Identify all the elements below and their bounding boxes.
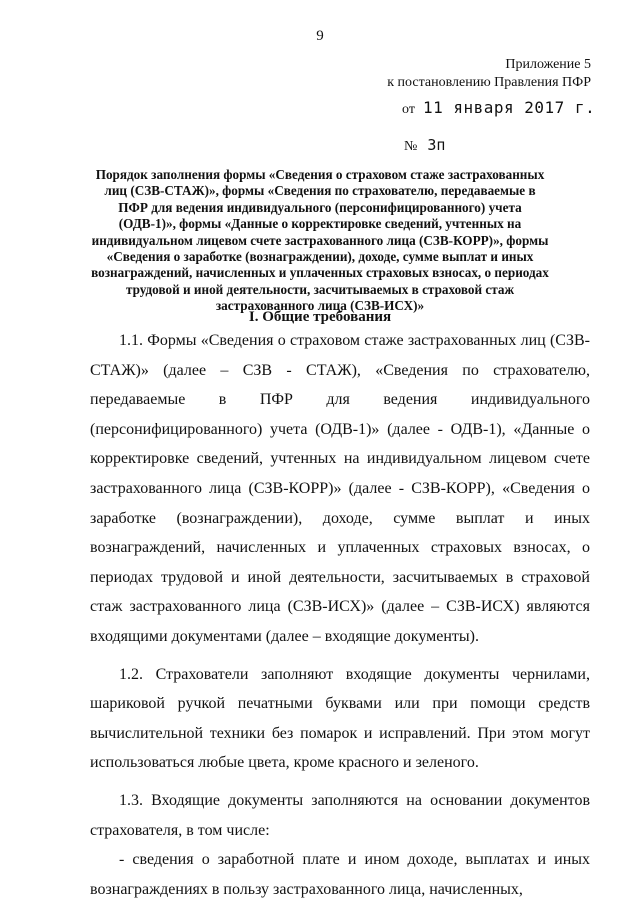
paragraph-1-2: 1.2. Страхователи заполняют входящие документы чернилами, шариковой ручкой печатными буквами или при помощи средств вычислительной техники без помарок и исправлений. При этом могут использоваться любые цвета, кроме красного и зеленого. [90, 665, 590, 772]
number-line [404, 136, 445, 155]
page-number: 9 [316, 28, 324, 44]
appendix-label: Приложение 5 [505, 57, 591, 72]
body-text [90, 326, 590, 904]
date-prefix: от [402, 102, 415, 117]
section-heading: I. Общие требования [248, 309, 392, 325]
paragraph-list-item: - сведения о заработной плате и ином доходе, выплатах и иных вознаграждениях в пользу застрахованного лица, начисленных, [90, 851, 590, 898]
appendix-header [387, 56, 591, 92]
appendix-reference: к постановлению Правления ПФР [387, 75, 591, 90]
document-title: Порядок заполнения формы «Сведения о страховом стаже застрахованных лиц (СЗВ-СТАЖ)», формы «Сведения по страхователю, передаваемые в ПФР для ведения индивидуального (персонифицированного) учета (ОДВ-1)», формы «Данные о корректировке сведений, учтенных на индивидуальном лицевом счете застрахованного лица (СЗВ-КОРР)», формы «Сведения о заработке (вознаграждении), доходе, сумме выплат и иных вознаграждений, начисленных и уплаченных страховых взносах, о периодах трудовой и иной деятельности, засчитываемых в страховой стаж застрахованного лица (СЗВ-ИСХ)» [91, 167, 549, 314]
paragraph-1-3: 1.3. Входящие документы заполняются на основании документов страхователя, в том числе: [90, 791, 590, 839]
number-value: 3п [427, 136, 446, 154]
number-prefix: № [404, 139, 418, 154]
paragraph-1-1: 1.1. Формы «Сведения о страховом стаже застрахованных лиц (СЗВ-СТАЖ)» (далее – СЗВ - СТАЖ), «Сведения по страхователю, передаваемые в ПФР для ведения индивидуального (персонифицированного) учета (ОДВ-1)» (далее - ОДВ-1), «Данные о корректировке сведений, учтенных на индивидуальном лицевом счете застрахованного лица (СЗВ-КОРР)» (далее - СЗВ-КОРР), «Сведения о заработке (вознаграждении), доходе, сумме выплат и иных вознаграждений, начисленных и уплаченных страховых взносах, о периодах трудовой и иной деятельности, засчитываемых в страховой стаж застрахованного лица (СЗВ-ИСХ)» (далее – СЗВ-ИСХ) являются входящими документами (далее – входящие документы). [90, 332, 590, 645]
date-line [402, 98, 595, 118]
date-value: 11 января 2017 г. [422, 98, 596, 117]
